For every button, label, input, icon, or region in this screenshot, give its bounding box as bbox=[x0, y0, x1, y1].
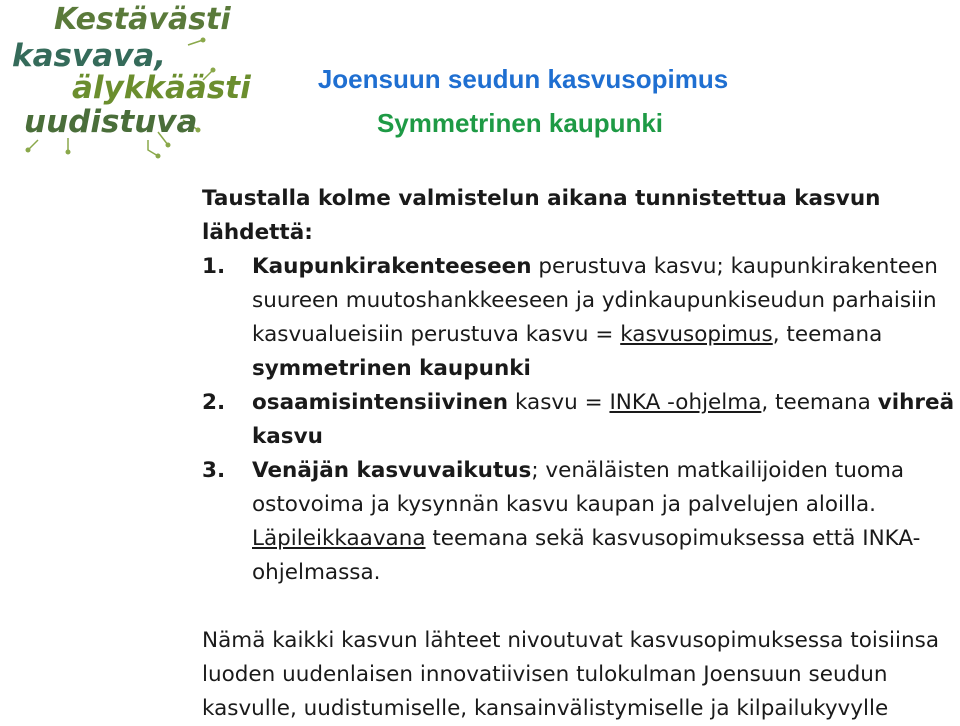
list-item-text: , teemana bbox=[772, 322, 883, 347]
list-item-text: , teemana bbox=[761, 390, 878, 415]
list-item-text: symmetrinen kaupunki bbox=[252, 356, 531, 381]
page-subtitle: Symmetrinen kaupunki bbox=[376, 108, 664, 138]
logo-word: älykkäästi bbox=[72, 70, 251, 106]
list-item-number: 3. bbox=[202, 458, 226, 483]
logo-word: kasvava, bbox=[12, 38, 167, 74]
list-item-text: Venäjän kasvuvaikutus bbox=[252, 458, 532, 483]
closing-paragraph: Nämä kaikki kasvun lähteet nivoutuvat kasvusopimuksessa toisiinsa luoden uudenlaisen innovatiivisen tulokulman Joensuun seudun kasvulle, uudistumiselle, kansainvälistymiselle ja kilpailukyvylle bbox=[202, 628, 939, 721]
list-item-text: kasvu = bbox=[508, 390, 610, 415]
logo bbox=[8, 0, 251, 160]
logo-word: uudistuva bbox=[24, 104, 198, 140]
page-title: Joensuun seudun kasvusopimus bbox=[317, 64, 729, 94]
list-item-text: vihreä kasvu bbox=[252, 390, 955, 449]
logo-word: Kestävästi bbox=[54, 2, 231, 37]
list-item-text: Kaupunkirakenteeseen bbox=[252, 254, 532, 279]
list-item-text: kasvusopimus bbox=[620, 322, 773, 347]
list-item-text: teemana sekä kasvusopimuksessa että INKA-ohjelmassa. bbox=[252, 526, 921, 585]
list-item-text: INKA -ohjelma bbox=[609, 390, 762, 415]
list-item-text: Läpileikkaavana bbox=[252, 526, 426, 551]
intro-text: Taustalla kolme valmistelun aikana tunnistettua kasvun lähdettä: bbox=[202, 186, 881, 245]
content-body bbox=[202, 182, 958, 726]
list-item bbox=[202, 386, 958, 454]
list-item bbox=[202, 250, 958, 386]
list-item-text: perustuva kasvu; kaupunkirakenteen suureen muutoshankkeeseen ja ydinkaupunkiseudun parhaisiin kasvualueisiin perustuva kasvu = bbox=[252, 254, 938, 347]
numbered-list bbox=[202, 250, 958, 590]
list-item-number: 2. bbox=[202, 390, 226, 415]
list-item bbox=[202, 454, 958, 590]
list-item-text: osaamisintensiivinen bbox=[252, 390, 509, 415]
list-item-text: ; venäläisten matkailijoiden tuoma ostovoima ja kysynnän kasvu kaupan ja palvelujen aloilla. bbox=[252, 458, 905, 517]
list-item-number: 1. bbox=[202, 254, 226, 279]
